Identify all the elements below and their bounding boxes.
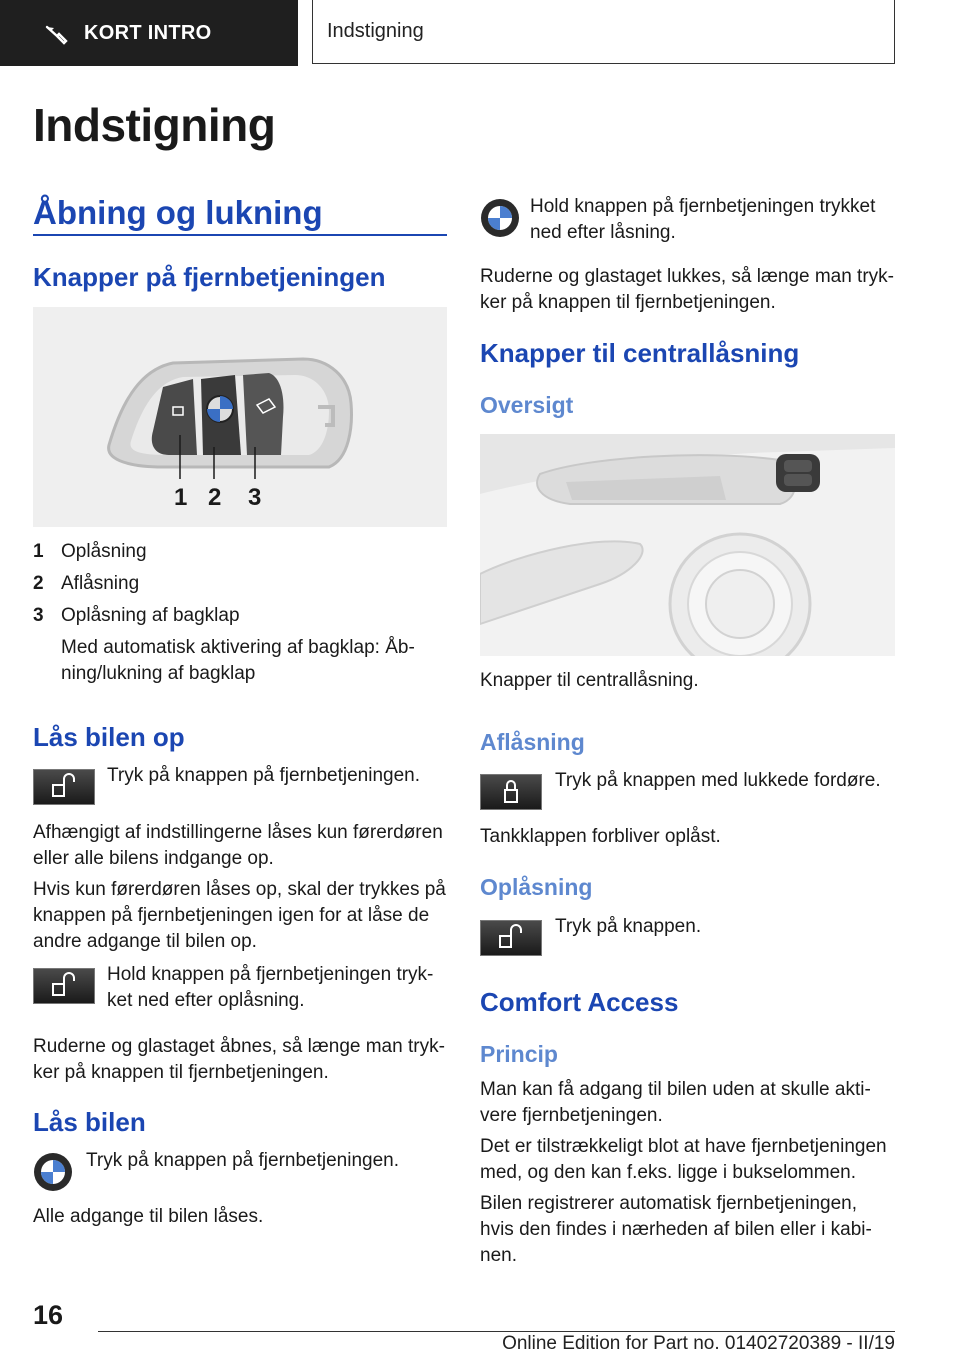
page-number: 16	[33, 1300, 64, 1330]
heading-central: Knapper til centrallåsning	[480, 338, 800, 368]
las-op-hold-l2: ket ned efter oplåsning.	[107, 990, 305, 1011]
callout-2: 2	[208, 484, 222, 511]
footer-edition: Online Edition for Part no. 01402720389 - II/19	[502, 1333, 895, 1354]
list-note-line-2: ning/lukning af bagklap	[61, 663, 256, 684]
heading-oversigt: Oversigt	[480, 392, 574, 418]
door-panel-figure	[480, 434, 895, 656]
list-num-3: 3	[33, 605, 44, 626]
comfort-p3-l1: Bilen registrerer automatisk fjernbetjeningen,	[480, 1193, 858, 1214]
heading-oplasning: Oplåsning	[480, 874, 593, 900]
comfort-p1-l1: Man kan få adgang til bilen uden at skulle akti-	[480, 1079, 871, 1100]
heading-comfort: Comfort Access	[480, 987, 679, 1017]
las-op-p3-l1: Ruderne og glastaget åbnes, så længe man tryk-	[33, 1036, 445, 1057]
las-op-icon-text: Tryk på knappen på fjernbetjeningen.	[107, 765, 421, 786]
lock-button-icon	[480, 774, 542, 810]
right-hold-l1: Hold knappen på fjernbetjeningen trykket	[530, 196, 876, 217]
list-note-line-1: Med automatisk aktivering af bagklap: Åb-	[61, 637, 415, 658]
car-key-icon	[44, 21, 68, 45]
las-op-p1-l2: eller alle bilens indgange op.	[33, 848, 274, 869]
page-title: Indstigning	[33, 99, 276, 151]
las-op-p2-l2: knappen på fjernbetjeningen igen for at låse de	[33, 905, 430, 926]
unlock-button-icon	[33, 769, 95, 805]
heading-aflasning: Aflåsning	[480, 729, 585, 755]
oplasning-icon-text: Tryk på knappen.	[555, 916, 702, 937]
comfort-p3-l3: nen.	[480, 1245, 517, 1266]
heading-las-bilen: Lås bilen	[33, 1107, 146, 1137]
right-hold-l2: ned efter låsning.	[530, 222, 676, 243]
comfort-p1-l2: vere fjernbetjeningen.	[480, 1105, 663, 1126]
remote-heading: Knapper på fjernbetjeningen	[33, 262, 386, 292]
remote-key-illustration	[33, 307, 447, 527]
chapter-tab[interactable]	[312, 0, 895, 64]
callout-3: 3	[248, 484, 262, 511]
list-num-2: 2	[33, 573, 44, 594]
comfort-p3-l2: hvis den findes i nærheden af bilen eller i kabi-	[480, 1219, 872, 1240]
callout-1: 1	[174, 484, 188, 511]
las-p1: Alle adgange til bilen låses.	[33, 1206, 264, 1227]
section-title-abning: Åbning og lukning	[33, 194, 323, 231]
aflasning-p: Tankklappen forbliver oplåst.	[480, 826, 721, 847]
page-header	[0, 0, 960, 66]
las-op-p3-l2: ker på knappen til fjernbetjeningen.	[33, 1062, 329, 1083]
comfort-p2-l1: Det er tilstrækkeligt blot at have fjernbetjeningen	[480, 1136, 887, 1157]
door-panel-illustration	[480, 434, 895, 656]
las-op-p1-l1: Afhængigt af indstillingerne låses kun førerdøren	[33, 822, 443, 843]
las-op-p2-l1: Hvis kun førerdøren låses op, skal der trykkes på	[33, 879, 446, 900]
chapter-tab-label: Indstigning	[327, 20, 424, 42]
list-item-1: Oplåsning	[61, 541, 147, 562]
heading-princip: Princip	[480, 1041, 558, 1067]
comfort-p2-l2: med, og den kan f.eks. ligge i bukselommen.	[480, 1162, 856, 1183]
section-tab-label: KORT INTRO	[84, 21, 212, 44]
heading-las-op: Lås bilen op	[33, 722, 185, 752]
list-item-3: Oplåsning af bagklap	[61, 605, 240, 626]
aflasning-icon-text: Tryk på knappen med lukkede fordøre.	[555, 770, 881, 791]
remote-key-figure	[33, 307, 447, 527]
bmw-logo-icon	[480, 198, 520, 238]
unlock-central-button-icon	[480, 920, 542, 956]
door-figure-caption: Knapper til centrallåsning.	[480, 670, 699, 691]
las-icon-text: Tryk på knappen på fjernbetjeningen.	[86, 1150, 400, 1171]
section-rule	[33, 234, 447, 236]
section-tab[interactable]	[0, 0, 298, 66]
list-num-1: 1	[33, 541, 44, 562]
bmw-logo-icon	[33, 1152, 73, 1192]
right-p1-l1: Ruderne og glastaget lukkes, så længe man tryk-	[480, 266, 894, 287]
unlock-hold-button-icon	[33, 968, 95, 1004]
list-item-2: Aflåsning	[61, 573, 140, 594]
las-op-hold-l1: Hold knappen på fjernbetjeningen tryk-	[107, 964, 434, 985]
footer-rule	[98, 1331, 895, 1332]
las-op-p2-l3: andre adgange til bilen op.	[33, 931, 257, 952]
right-p1-l2: ker på knappen til fjernbetjeningen.	[480, 292, 776, 313]
